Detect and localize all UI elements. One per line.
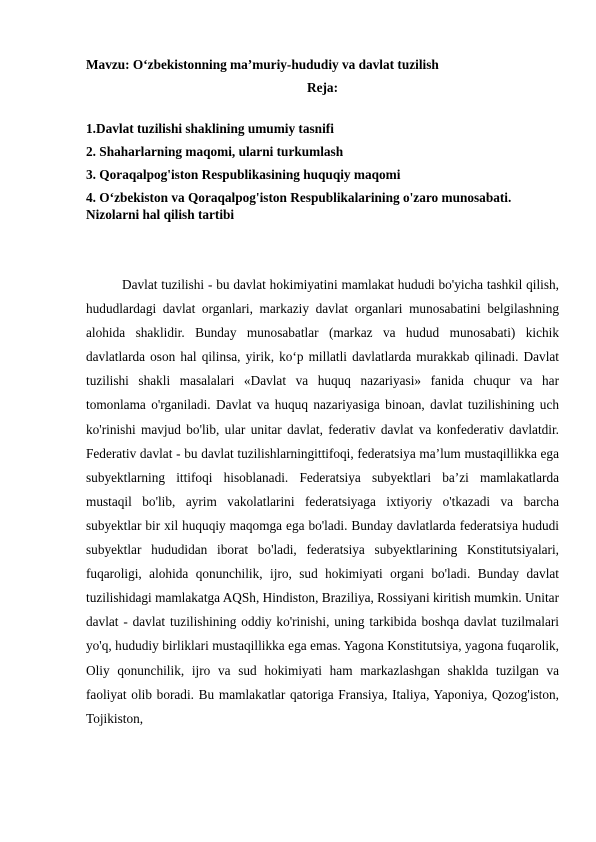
document-page (86, 56, 559, 731)
plan-list (86, 120, 559, 223)
plan-heading: Reja: (306, 80, 338, 95)
topic-title: Mavzu: O‘zbekistonning ma’muriy-hududiy va davlat tuzilish (86, 57, 439, 72)
plan-item: 2. Shaharlarning maqomi, ularni turkumlash (86, 144, 344, 159)
body-paragraph: Davlat tuzilishi - bu davlat hokimiyatini mamlakat hududi bo'yicha tashkil qilish, hududlardagi davlat organlari, markaziy davlat organlari munosabatini belgilashning alohida shaklidir. Bunday munosabatlar (markaz va hudud munosabati) kichik davlatlarda oson hal qilinsa, yirik, ko‘p millatli davlatlarda murakkab qilinadi. Davlat tuzilishi shakli masalalari «Davlat va huquq nazariyasi» fanida chuqur va har tomonlama o'rganiladi. Davlat va huquq nazariyasiga binoan, davlat tuzilishining uch ko'rinishi mavjud bo'lib, ular unitar davlat, federativ davlat va konfederativ davlatdir. Federativ davlat - bu davlat tuzilishlarningittifoqi, federatsiya ma’lum mustaqillikka ega subyektlarning ittifoqi hisoblanadi. Federatsiya subyektlari ba’zi mamlakatlarda mustaqil bo'lib, ayrim vakolatlarini federatsiyaga ixtiyoriy o'tkazadi va barcha subyektlar bir xil huquqiy maqomga ega bo'ladi. Bunday davlatlarda federatsiya hududi subyektlar hududidan iborat bo'ladi, federatsiya subyektlarining Konstitutsiyalari, fuqaroligi, alohida qonunchilik, ijro, sud hokimiyati organi bo'ladi. Bunday davlat tuzilishidagi mamlakatga AQSh, Hindiston, Braziliya, Rossiyani kiritish mumkin. Unitar davlat - davlat tuzilishining oddiy ko'rinishi, uning tarkibida boshqa davlat tuzilmalari yo'q, hududiy birliklari mustaqillikka ega emas. Yagona Konstitutsiya, yagona fuqarolik, Oliy qonunchilik, ijro va sud hokimiyati ham markazlashgan shaklda tuzilgan va faoliyat olib boradi. Bu mamlakatlar qatoriga Fransiya, Italiya, Yaponiya, Qozog'iston, Tojikiston, (86, 277, 559, 726)
plan-item: 3. Qoraqalpog'iston Respublikasining huquqiy maqomi (86, 167, 401, 182)
plan-item: 1.Davlat tuzilishi shaklining umumiy tasnifi (86, 121, 334, 136)
plan-item: 4. O‘zbekiston va Qoraqalpog'iston Respublikalarining o'zaro munosabati. (86, 190, 512, 205)
plan-item-continuation: Nizolarni hal qilish tartibi (86, 207, 235, 222)
